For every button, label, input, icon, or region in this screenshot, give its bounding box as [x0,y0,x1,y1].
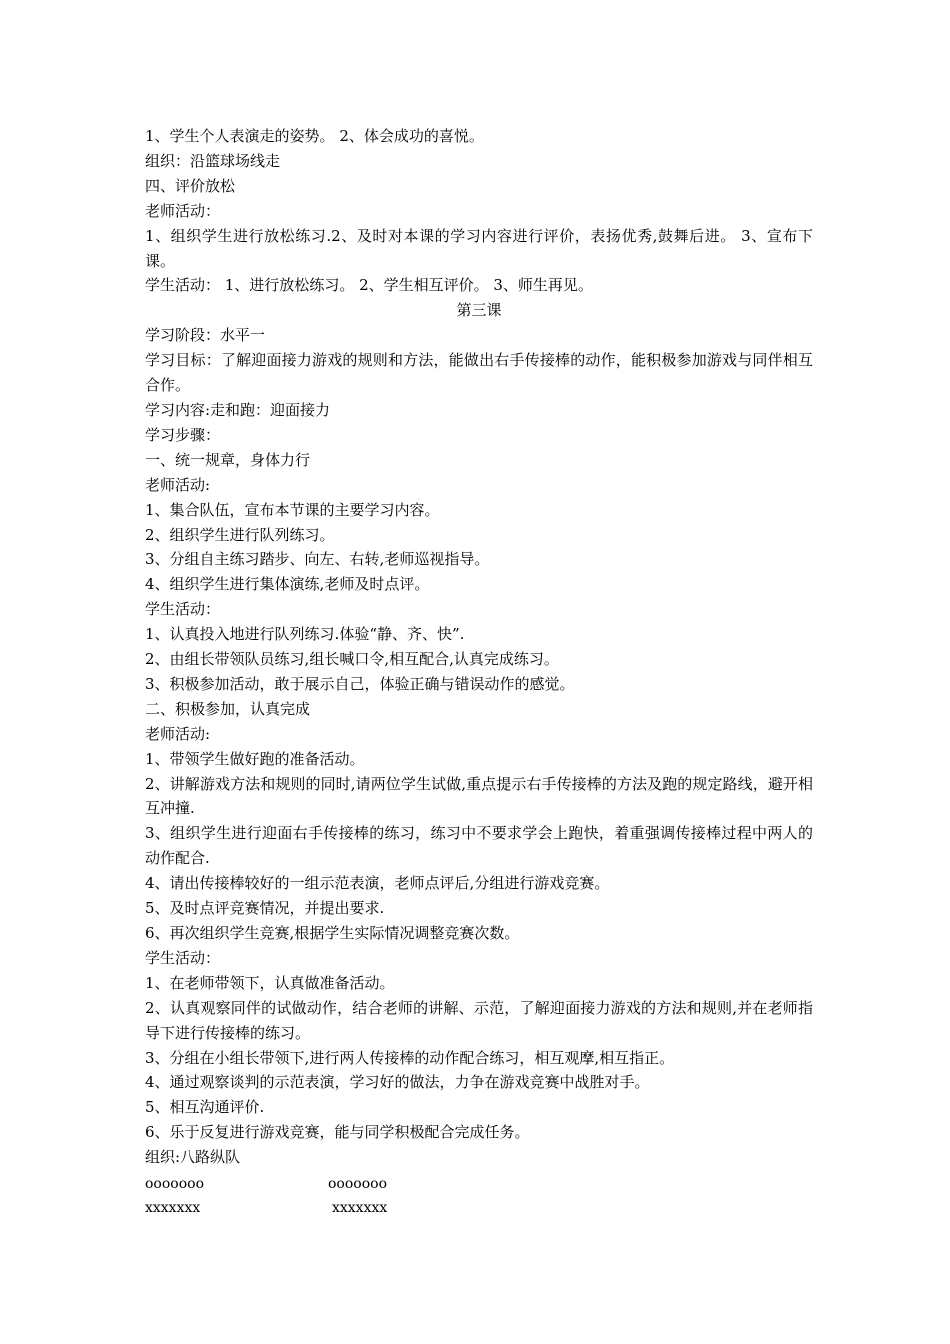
text-line: 2、组织学生进行队列练习。 [145,525,335,544]
formation-row2-left: xxxxxxx [145,1200,201,1217]
text-line: 6、再次组织学生竞赛,根据学生实际情况调整竞赛次数。 [145,924,520,942]
text-line: 2、讲解游戏方法和规则的同时,请两位学生试做,重点提示右手传接棒的方法及跑的规定路线，避开相互冲撞. [145,774,813,818]
text-line: 4、请出传接棒较好的一组示范表演，老师点评后,分组进行游戏竞赛。 [145,874,610,893]
text-line: 四、评价放松 [145,176,236,195]
text-line: 学习目标：了解迎面接力游戏的规则和方法，能做出右手传接棒的动作，能积极参加游戏与同伴相互合作。 [145,351,813,395]
text-line: 学习阶段：水平一 [145,326,266,345]
text-line: 3、分组在小组长带领下,进行两人传接棒的动作配合练习，相互观摩,相互指正。 [145,1048,675,1067]
text-line: 一、统一规章，身体力行 [145,450,311,469]
text-line: 学生活动： [145,948,221,967]
text-line: 1、集合队伍，宣布本节课的主要学习内容。 [145,500,440,519]
text-line: 老师活动： [145,201,221,220]
text-line: 1、在老师带领下，认真做准备活动。 [145,973,395,992]
formation-row1-left: ooooooo [145,1176,205,1193]
text-line: 5、相互沟通评价. [145,1098,265,1117]
text-line: 4、组织学生进行集体演练,老师及时点评。 [145,575,430,594]
text-line: 学习内容:走和跑：迎面接力 [145,400,331,419]
text-line: 学习步骤： [145,425,221,444]
text-line: 1、学生个人表演走的姿势。 2、体会成功的喜悦。 [145,127,484,145]
text-line: 5、及时点评竞赛情况，并提出要求. [145,899,385,918]
text-line: 1、认真投入地进行队列练习.体验“静、齐、快”. [145,625,465,644]
text-line: 老师活动: [145,724,211,743]
text-line: 3、分组自主练习踏步、向左、右转,老师巡视指导。 [145,550,490,569]
formation-row1-right: ooooooo [328,1176,388,1193]
formation-row2-right: xxxxxxx [332,1200,388,1217]
document-body [145,124,813,1170]
text-line: 学生活动： 1、进行放松练习。 2、学生相互评价。 3、师生再见。 [145,276,593,295]
text-line: 4、通过观察谈判的示范表演，学习好的做法，力争在游戏竞赛中战胜对手。 [145,1073,650,1092]
text-line: 2、由组长带领队员练习,组长喊口令,相互配合,认真完成练习。 [145,650,559,669]
formation-diagram [145,1172,813,1222]
text-line: 二、积极参加，认真完成 [145,699,311,718]
text-line: 组织:八路纵队 [145,1148,241,1167]
text-line: 3、积极参加活动，敢于展示自己，体验正确与错误动作的感觉。 [145,674,575,693]
document-page [145,124,813,1222]
lesson-heading: 第三课 [456,301,502,320]
text-line: 老师活动: [145,475,211,494]
text-line: 6、乐于反复进行游戏竞赛，能与同学积极配合完成任务。 [145,1123,530,1142]
text-line: 3、组织学生进行迎面右手传接棒的练习，练习中不要求学会上跑快，着重强调传接棒过程中两人的动作配合. [145,824,813,868]
text-line: 2、认真观察同伴的试做动作，结合老师的讲解、示范，了解迎面接力游戏的方法和规则,并在老师指导下进行传接棒的练习。 [145,998,813,1042]
text-line: 1、带领学生做好跑的准备活动。 [145,749,365,768]
text-line: 1、组织学生进行放松练习.2、及时对本课的学习内容进行评价，表扬优秀,鼓舞后进。 3、宣布下课。 [145,226,813,270]
text-line: 学生活动： [145,600,221,619]
text-line: 组织：沿篮球场线走 [145,151,281,170]
